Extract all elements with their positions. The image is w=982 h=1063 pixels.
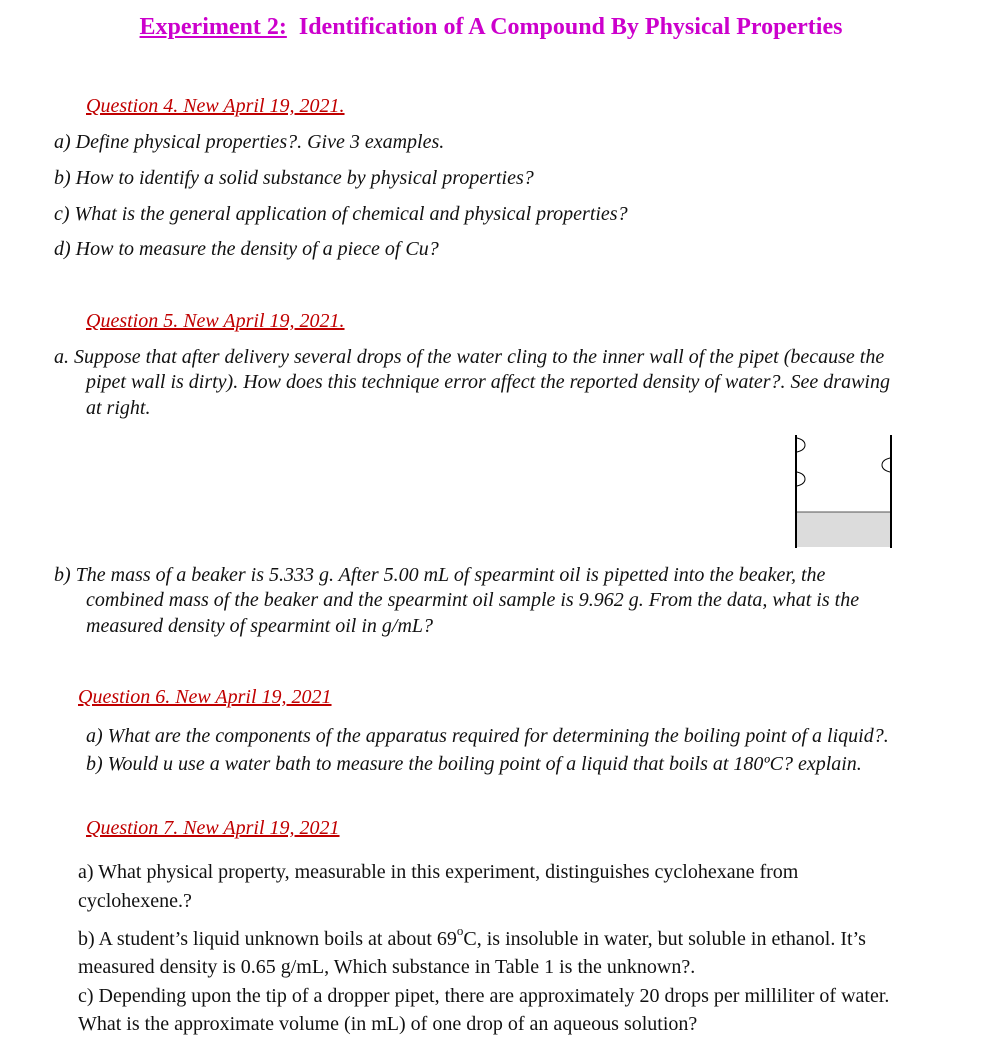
page-title (0, 14, 982, 41)
q6-heading-text: Question 6. New April 19, 2021 (78, 686, 332, 708)
q7-item-b-line1-post: C, is insoluble in water, but soluble in ethanol. It’s (463, 928, 866, 950)
q5-heading-text: Question 5. New April 19, 2021 (86, 310, 340, 332)
q7-item-b-line1-pre: b) A student’s liquid unknown boils at about 69 (78, 928, 457, 950)
q4-item-d: d) How to measure the density of a piece of Cu? (54, 238, 439, 260)
q5-item-a-line3: at right. (86, 397, 151, 419)
q7-item-b-line1 (78, 923, 866, 951)
q4-item-a: a) Define physical properties?. Give 3 examples. (54, 131, 445, 153)
q5-heading-punct: . (339, 310, 345, 332)
q7-heading-text: Question 7. New April 19, 2021 (86, 817, 340, 839)
q6-item-b: b) Would u use a water bath to measure the boiling point of a liquid that boils at 180ºC? explain. (86, 753, 862, 775)
q4-item-c: c) What is the general application of chemical and physical properties? (54, 203, 628, 225)
q6-heading (78, 686, 332, 709)
q5-item-b-line3: measured density of spearmint oil in g/mL? (86, 615, 434, 637)
water-drop-1 (797, 438, 805, 452)
q5-item-a-line1: a. Suppose that after delivery several drops of the water cling to the inner wall of the pipet (because the (54, 346, 885, 368)
liquid-fill (797, 512, 890, 547)
q5-item-a-line2: pipet wall is dirty). How does this technique error affect the reported density of water?. See drawing (86, 371, 890, 393)
q5-item-b-line2: combined mass of the beaker and the spearmint oil sample is 9.962 g. From the data, what is the (86, 589, 860, 611)
q7-item-c-line1: c) Depending upon the tip of a dropper pipet, there are approximately 20 drops per milliliter of water. (78, 985, 890, 1007)
q5-heading (86, 310, 345, 333)
water-drop-2 (797, 472, 805, 486)
q4-heading-text: Question 4. New April 19, 2021 (86, 95, 340, 117)
q7-item-a-line1: a) What physical property, measurable in this experiment, distinguishes cyclohexane from (78, 861, 799, 883)
water-drop-3 (882, 458, 890, 472)
q4-heading-punct: . (339, 95, 345, 117)
q7-item-b-line2: measured density is 0.65 g/mL, Which substance in Table 1 is the unknown?. (78, 956, 696, 978)
q7-item-a-line2: cyclohexene.? (78, 890, 192, 912)
degree-symbol: o (456, 923, 464, 938)
title-experiment-number: Experiment 2: (139, 14, 287, 40)
q6-item-a: a) What are the components of the apparatus required for determining the boiling point of a liquid?. (86, 725, 889, 747)
pipet-wall-drawing (780, 430, 900, 555)
q7-heading (86, 817, 340, 840)
q4-item-b: b) How to identify a solid substance by physical properties? (54, 167, 534, 189)
q5-item-b-line1: b) The mass of a beaker is 5.333 g. After 5.00 mL of spearmint oil is pipetted into the beaker, the (54, 564, 826, 586)
title-text: Identification of A Compound By Physical Properties (298, 14, 843, 40)
q7-item-c-line2: What is the approximate volume (in mL) of one drop of an aqueous solution? (78, 1013, 698, 1035)
q4-heading (86, 95, 345, 118)
